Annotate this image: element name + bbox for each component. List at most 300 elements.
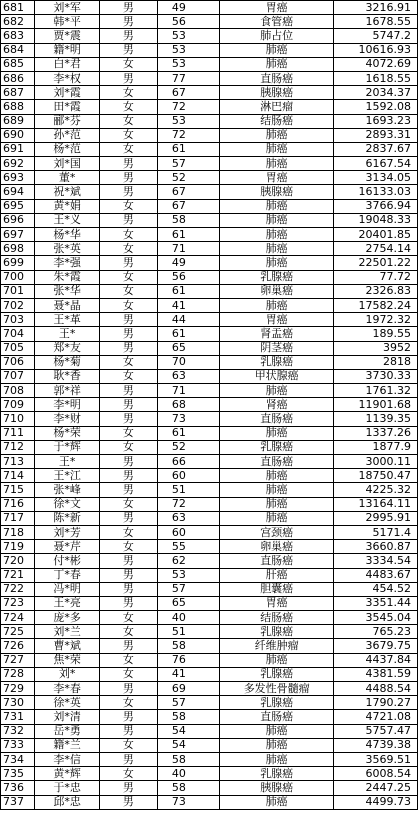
row-number-cell: 705 (1, 341, 35, 355)
diagnosis-cell: 肺癌 (220, 128, 334, 142)
diagnosis-cell: 乳腺癌 (220, 696, 334, 710)
diagnosis-cell: 肺癌 (220, 43, 334, 57)
diagnosis-cell: 肺癌 (220, 298, 334, 312)
sex-cell: 男 (99, 313, 157, 327)
amount-cell: 3679.75 (334, 639, 418, 653)
sex-cell: 女 (99, 228, 157, 242)
patient-name-cell: 丁*春 (35, 568, 99, 582)
sex-cell: 女 (99, 611, 157, 625)
diagnosis-cell: 阴茎癌 (220, 341, 334, 355)
patient-name-cell: 李*财 (35, 412, 99, 426)
age-cell: 41 (157, 667, 219, 681)
patient-name-cell: 李*明 (35, 398, 99, 412)
age-cell: 49 (157, 1, 219, 15)
patient-name-cell: 祝*斌 (35, 185, 99, 199)
patient-name-cell: 付*彬 (35, 554, 99, 568)
table-row (1, 440, 418, 454)
diagnosis-cell: 直肠癌 (220, 710, 334, 724)
diagnosis-cell: 肺癌 (220, 384, 334, 398)
row-number-cell: 684 (1, 43, 35, 57)
patient-name-cell: 聂*芹 (35, 540, 99, 554)
patient-name-cell: 刘*兰 (35, 625, 99, 639)
patient-name-cell: 籍*明 (35, 43, 99, 57)
age-cell: 63 (157, 511, 219, 525)
row-number-cell: 732 (1, 724, 35, 738)
patient-name-cell: 徐*文 (35, 497, 99, 511)
age-cell: 53 (157, 29, 219, 43)
table-row (1, 142, 418, 156)
diagnosis-cell: 胰腺癌 (220, 185, 334, 199)
table-row (1, 341, 418, 355)
sex-cell: 男 (99, 384, 157, 398)
row-number-cell: 724 (1, 611, 35, 625)
age-cell: 72 (157, 497, 219, 511)
patient-name-cell: 黄*辉 (35, 767, 99, 781)
age-cell: 40 (157, 767, 219, 781)
amount-cell: 1139.35 (334, 412, 418, 426)
amount-cell: 13164.11 (334, 497, 418, 511)
patient-name-cell: 王*义 (35, 213, 99, 227)
diagnosis-cell: 肺癌 (220, 426, 334, 440)
amount-cell: 3000.11 (334, 455, 418, 469)
age-cell: 41 (157, 298, 219, 312)
row-number-cell: 726 (1, 639, 35, 653)
row-number-cell: 708 (1, 384, 35, 398)
age-cell: 72 (157, 128, 219, 142)
sex-cell: 女 (99, 767, 157, 781)
row-number-cell: 715 (1, 483, 35, 497)
amount-cell: 3351.44 (334, 596, 418, 610)
row-number-cell: 706 (1, 355, 35, 369)
age-cell: 67 (157, 86, 219, 100)
patient-name-cell: 杨*华 (35, 228, 99, 242)
sex-cell: 男 (99, 469, 157, 483)
sex-cell: 男 (99, 710, 157, 724)
age-cell: 52 (157, 171, 219, 185)
diagnosis-cell: 肝癌 (220, 568, 334, 582)
table-row (1, 57, 418, 71)
sex-cell: 男 (99, 171, 157, 185)
diagnosis-cell: 结肠癌 (220, 114, 334, 128)
amount-cell: 5757.47 (334, 724, 418, 738)
table-row (1, 228, 418, 242)
age-cell: 53 (157, 114, 219, 128)
patient-name-cell: 杨*荣 (35, 426, 99, 440)
amount-cell: 4721.08 (334, 710, 418, 724)
amount-cell: 765.23 (334, 625, 418, 639)
diagnosis-cell: 肺癌 (220, 242, 334, 256)
row-number-cell: 725 (1, 625, 35, 639)
table-row (1, 497, 418, 511)
age-cell: 51 (157, 483, 219, 497)
age-cell: 61 (157, 327, 219, 341)
table-row (1, 284, 418, 298)
sex-cell: 男 (99, 157, 157, 171)
amount-cell: 1761.32 (334, 384, 418, 398)
table-row (1, 327, 418, 341)
sex-cell: 女 (99, 114, 157, 128)
row-number-cell: 700 (1, 270, 35, 284)
row-number-cell: 691 (1, 142, 35, 156)
age-cell: 65 (157, 596, 219, 610)
patient-name-cell: 黄*娟 (35, 199, 99, 213)
row-number-cell: 737 (1, 795, 35, 809)
diagnosis-cell: 多发性骨髓瘤 (220, 682, 334, 696)
diagnosis-cell: 淋巴瘤 (220, 100, 334, 114)
patient-name-cell: 籍*兰 (35, 738, 99, 752)
age-cell: 69 (157, 682, 219, 696)
sex-cell: 女 (99, 270, 157, 284)
patient-name-cell: 王*革 (35, 313, 99, 327)
amount-cell: 3569.51 (334, 752, 418, 766)
row-number-cell: 681 (1, 1, 35, 15)
sex-cell: 男 (99, 781, 157, 795)
age-cell: 40 (157, 611, 219, 625)
amount-cell: 3545.04 (334, 611, 418, 625)
row-number-cell: 707 (1, 369, 35, 383)
table-row (1, 611, 418, 625)
diagnosis-cell: 直肠癌 (220, 71, 334, 85)
patient-name-cell: 田*霞 (35, 100, 99, 114)
diagnosis-cell: 甲状腺癌 (220, 369, 334, 383)
amount-cell: 3660.87 (334, 540, 418, 554)
patient-name-cell: 陈*新 (35, 511, 99, 525)
patient-name-cell: 孙*范 (35, 128, 99, 142)
sex-cell: 男 (99, 554, 157, 568)
sex-cell: 女 (99, 525, 157, 539)
diagnosis-cell: 肺占位 (220, 29, 334, 43)
diagnosis-cell: 肾癌 (220, 398, 334, 412)
row-number-cell: 728 (1, 667, 35, 681)
diagnosis-cell: 肺癌 (220, 795, 334, 809)
patient-name-cell: 邱*忠 (35, 795, 99, 809)
sex-cell: 女 (99, 369, 157, 383)
sex-cell: 女 (99, 426, 157, 440)
diagnosis-cell: 胃癌 (220, 1, 334, 15)
patient-name-cell: 岳*勇 (35, 724, 99, 738)
table-row (1, 369, 418, 383)
amount-cell: 3334.54 (334, 554, 418, 568)
diagnosis-cell: 结肠癌 (220, 611, 334, 625)
table-row (1, 596, 418, 610)
amount-cell: 3216.91 (334, 1, 418, 15)
patient-name-cell: 李*权 (35, 71, 99, 85)
sex-cell: 男 (99, 1, 157, 15)
amount-cell: 6008.54 (334, 767, 418, 781)
table-row (1, 455, 418, 469)
sex-cell: 男 (99, 724, 157, 738)
patient-name-cell: 李*信 (35, 752, 99, 766)
patient-name-cell: 张*英 (35, 242, 99, 256)
sex-cell: 男 (99, 639, 157, 653)
table-row (1, 270, 418, 284)
amount-cell: 4437.84 (334, 653, 418, 667)
amount-cell: 10616.93 (334, 43, 418, 57)
amount-cell: 6167.54 (334, 157, 418, 171)
diagnosis-cell: 食管癌 (220, 15, 334, 29)
row-number-cell: 717 (1, 511, 35, 525)
patient-name-cell: 郭*祥 (35, 384, 99, 398)
age-cell: 58 (157, 710, 219, 724)
diagnosis-cell: 胰腺癌 (220, 86, 334, 100)
diagnosis-cell: 肺癌 (220, 142, 334, 156)
age-cell: 73 (157, 795, 219, 809)
patient-name-cell: 曹*斌 (35, 639, 99, 653)
amount-cell: 18750.47 (334, 469, 418, 483)
diagnosis-cell: 肺癌 (220, 752, 334, 766)
sex-cell: 男 (99, 752, 157, 766)
sex-cell: 男 (99, 15, 157, 29)
diagnosis-cell: 肺癌 (220, 724, 334, 738)
sex-cell: 女 (99, 57, 157, 71)
table-row (1, 511, 418, 525)
patient-name-cell: 刘* (35, 667, 99, 681)
table-row (1, 199, 418, 213)
sex-cell: 男 (99, 596, 157, 610)
age-cell: 61 (157, 426, 219, 440)
diagnosis-cell: 乳腺癌 (220, 440, 334, 454)
amount-cell: 2893.31 (334, 128, 418, 142)
row-number-cell: 723 (1, 596, 35, 610)
table-row (1, 157, 418, 171)
sex-cell: 男 (99, 412, 157, 426)
diagnosis-cell: 胃癌 (220, 171, 334, 185)
diagnosis-cell: 宫颈癌 (220, 525, 334, 539)
table-row (1, 71, 418, 85)
amount-cell: 2818 (334, 355, 418, 369)
age-cell: 57 (157, 696, 219, 710)
patient-name-cell: 刘*清 (35, 710, 99, 724)
amount-cell: 2837.67 (334, 142, 418, 156)
row-number-cell: 694 (1, 185, 35, 199)
age-cell: 67 (157, 199, 219, 213)
sex-cell: 男 (99, 483, 157, 497)
row-number-cell: 683 (1, 29, 35, 43)
diagnosis-cell: 乳腺癌 (220, 355, 334, 369)
row-number-cell: 699 (1, 256, 35, 270)
amount-cell: 1972.32 (334, 313, 418, 327)
table-row (1, 767, 418, 781)
amount-cell: 2447.25 (334, 781, 418, 795)
row-number-cell: 688 (1, 100, 35, 114)
table-row (1, 86, 418, 100)
row-number-cell: 733 (1, 738, 35, 752)
row-number-cell: 704 (1, 327, 35, 341)
row-number-cell: 727 (1, 653, 35, 667)
patient-name-cell: 庞*多 (35, 611, 99, 625)
sex-cell: 男 (99, 43, 157, 57)
diagnosis-cell: 乳腺癌 (220, 667, 334, 681)
sex-cell: 女 (99, 199, 157, 213)
diagnosis-cell: 肺癌 (220, 511, 334, 525)
amount-cell: 2034.37 (334, 86, 418, 100)
table-row (1, 185, 418, 199)
sex-cell: 女 (99, 355, 157, 369)
row-number-cell: 690 (1, 128, 35, 142)
amount-cell: 77.72 (334, 270, 418, 284)
patient-name-cell: 郦*芬 (35, 114, 99, 128)
table-row (1, 653, 418, 667)
sex-cell: 男 (99, 568, 157, 582)
amount-cell: 2326.83 (334, 284, 418, 298)
row-number-cell: 722 (1, 582, 35, 596)
diagnosis-cell: 纤维肿瘤 (220, 639, 334, 653)
age-cell: 72 (157, 100, 219, 114)
sex-cell: 女 (99, 242, 157, 256)
diagnosis-cell: 卵巢癌 (220, 284, 334, 298)
age-cell: 53 (157, 568, 219, 582)
diagnosis-cell: 肺癌 (220, 469, 334, 483)
patient-name-cell: 杨*菊 (35, 355, 99, 369)
age-cell: 57 (157, 582, 219, 596)
diagnosis-cell: 肺癌 (220, 256, 334, 270)
amount-cell: 4225.32 (334, 483, 418, 497)
age-cell: 61 (157, 228, 219, 242)
sex-cell: 男 (99, 71, 157, 85)
table-row (1, 483, 418, 497)
amount-cell: 4072.69 (334, 57, 418, 71)
sex-cell: 男 (99, 29, 157, 43)
table-row (1, 752, 418, 766)
table-row (1, 412, 418, 426)
amount-cell: 22501.22 (334, 256, 418, 270)
diagnosis-cell: 直肠癌 (220, 554, 334, 568)
table-row (1, 298, 418, 312)
table-row (1, 128, 418, 142)
table-row (1, 213, 418, 227)
diagnosis-cell: 肺癌 (220, 653, 334, 667)
table-row (1, 242, 418, 256)
age-cell: 57 (157, 157, 219, 171)
age-cell: 63 (157, 369, 219, 383)
row-number-cell: 697 (1, 228, 35, 242)
patient-name-cell: 刘*霞 (35, 86, 99, 100)
patient-name-cell: 韩*平 (35, 15, 99, 29)
age-cell: 53 (157, 43, 219, 57)
amount-cell: 20401.85 (334, 228, 418, 242)
row-number-cell: 698 (1, 242, 35, 256)
patient-name-cell: 聂*晶 (35, 298, 99, 312)
age-cell: 77 (157, 71, 219, 85)
patient-name-cell: 张*华 (35, 284, 99, 298)
amount-cell: 1592.08 (334, 100, 418, 114)
patient-name-cell: 张*峰 (35, 483, 99, 497)
sex-cell: 男 (99, 682, 157, 696)
sex-cell: 女 (99, 100, 157, 114)
age-cell: 67 (157, 185, 219, 199)
row-number-cell: 730 (1, 696, 35, 710)
patient-name-cell: 王* (35, 455, 99, 469)
patient-name-cell: 李*春 (35, 682, 99, 696)
sex-cell: 男 (99, 256, 157, 270)
age-cell: 58 (157, 781, 219, 795)
age-cell: 76 (157, 653, 219, 667)
sex-cell: 男 (99, 213, 157, 227)
row-number-cell: 736 (1, 781, 35, 795)
amount-cell: 4488.54 (334, 682, 418, 696)
row-number-cell: 721 (1, 568, 35, 582)
age-cell: 65 (157, 341, 219, 355)
sex-cell: 男 (99, 795, 157, 809)
diagnosis-cell: 肾盂癌 (220, 327, 334, 341)
amount-cell: 4739.38 (334, 738, 418, 752)
row-number-cell: 718 (1, 525, 35, 539)
row-number-cell: 729 (1, 682, 35, 696)
diagnosis-cell: 肺癌 (220, 157, 334, 171)
row-number-cell: 716 (1, 497, 35, 511)
age-cell: 71 (157, 242, 219, 256)
table-row (1, 426, 418, 440)
amount-cell: 2995.91 (334, 511, 418, 525)
table-row (1, 724, 418, 738)
age-cell: 61 (157, 142, 219, 156)
amount-cell: 5747.2 (334, 29, 418, 43)
age-cell: 58 (157, 213, 219, 227)
amount-cell: 2754.14 (334, 242, 418, 256)
sex-cell: 男 (99, 582, 157, 596)
diagnosis-cell: 胆囊癌 (220, 582, 334, 596)
amount-cell: 1693.23 (334, 114, 418, 128)
patient-name-cell: 徐*英 (35, 696, 99, 710)
age-cell: 44 (157, 313, 219, 327)
row-number-cell: 720 (1, 554, 35, 568)
age-cell: 60 (157, 469, 219, 483)
table-row (1, 15, 418, 29)
row-number-cell: 693 (1, 171, 35, 185)
patient-name-cell: 耿*香 (35, 369, 99, 383)
table-row (1, 625, 418, 639)
sex-cell: 男 (99, 511, 157, 525)
sex-cell: 女 (99, 696, 157, 710)
age-cell: 73 (157, 412, 219, 426)
table-row (1, 682, 418, 696)
table-row (1, 554, 418, 568)
table-row (1, 171, 418, 185)
table-row (1, 710, 418, 724)
row-number-cell: 712 (1, 440, 35, 454)
row-number-cell: 731 (1, 710, 35, 724)
age-cell: 52 (157, 440, 219, 454)
age-cell: 66 (157, 455, 219, 469)
diagnosis-cell: 卵巢癌 (220, 540, 334, 554)
sex-cell: 女 (99, 738, 157, 752)
row-number-cell: 711 (1, 426, 35, 440)
amount-cell: 1790.27 (334, 696, 418, 710)
diagnosis-cell: 胃癌 (220, 313, 334, 327)
table-row (1, 29, 418, 43)
diagnosis-cell: 肺癌 (220, 199, 334, 213)
age-cell: 61 (157, 284, 219, 298)
row-number-cell: 686 (1, 71, 35, 85)
sex-cell: 女 (99, 653, 157, 667)
row-number-cell: 692 (1, 157, 35, 171)
diagnosis-cell: 胰腺癌 (220, 781, 334, 795)
patient-name-cell: 焦*荣 (35, 653, 99, 667)
row-number-cell: 696 (1, 213, 35, 227)
amount-cell: 4381.59 (334, 667, 418, 681)
table-row (1, 639, 418, 653)
row-number-cell: 713 (1, 455, 35, 469)
patient-name-cell: 朱*霞 (35, 270, 99, 284)
age-cell: 70 (157, 355, 219, 369)
patient-name-cell: 冯*明 (35, 582, 99, 596)
sex-cell: 女 (99, 142, 157, 156)
sex-cell: 女 (99, 625, 157, 639)
age-cell: 56 (157, 270, 219, 284)
diagnosis-cell: 肺癌 (220, 497, 334, 511)
age-cell: 68 (157, 398, 219, 412)
sex-cell: 男 (99, 398, 157, 412)
